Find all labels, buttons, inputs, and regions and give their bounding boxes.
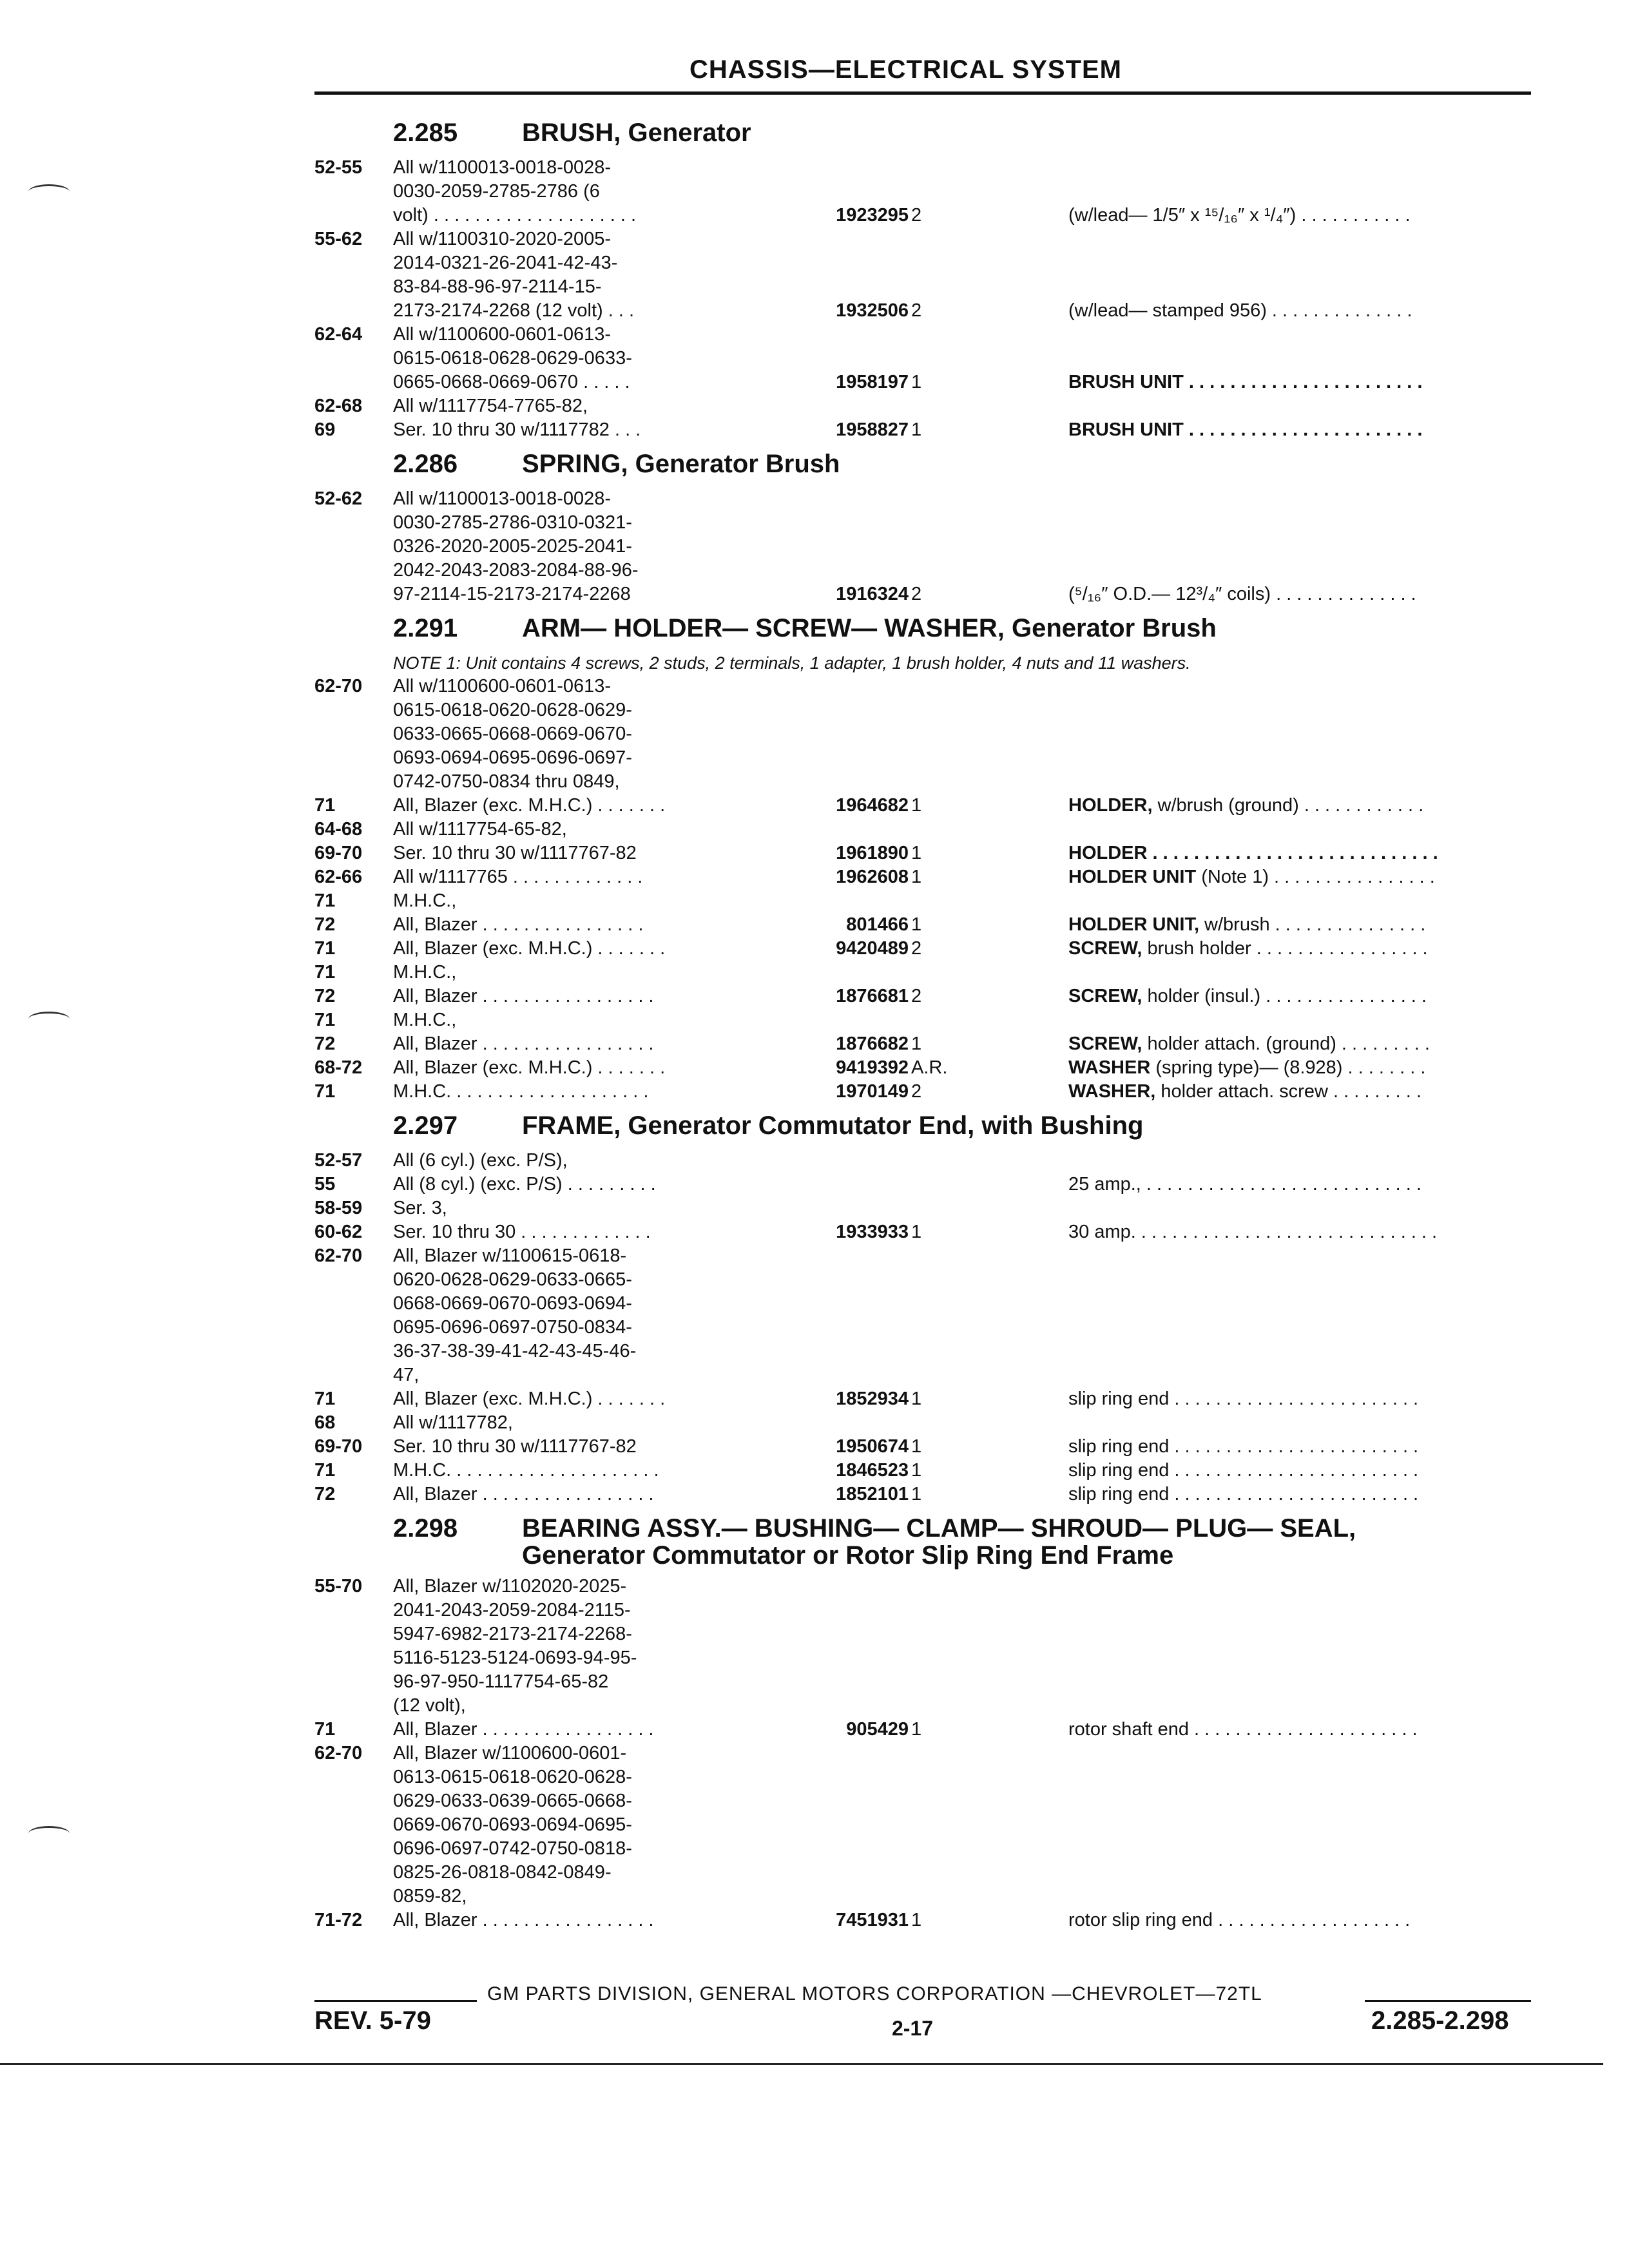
model-years: 62-66 <box>314 867 363 887</box>
section-number: 2.297 <box>393 1111 458 1140</box>
parts-row <box>314 1837 1531 1861</box>
description-keyword: WASHER <box>1068 1057 1151 1078</box>
footer-organization: GM PARTS DIVISION, GENERAL MOTORS CORPORATION —CHEVROLET—72TL <box>487 1983 1262 2004</box>
section-number: 2.286 <box>393 450 458 478</box>
application: Ser. 10 thru 30 w/1117767-82 <box>393 1436 637 1457</box>
application: All, Blazer (exc. M.H.C.) . . . . . . . <box>393 795 666 816</box>
parts-row <box>314 535 1531 559</box>
parts-row <box>314 794 1531 818</box>
parts-row <box>314 227 1531 251</box>
part-number: 905429 <box>846 1719 909 1740</box>
application: All, Blazer w/1100615-0618- <box>393 1245 627 1266</box>
application: 0629-0633-0639-0665-0668- <box>393 1791 632 1811</box>
section-number: 2.298 <box>393 1514 458 1542</box>
application: Ser. 10 thru 30 . . . . . . . . . . . . . <box>393 1222 651 1242</box>
description-keyword: HOLDER, <box>1068 795 1153 816</box>
parts-row <box>314 299 1531 323</box>
description: rotor shaft end . . . . . . . . . . . . . . . . . . . . . . <box>1068 1719 1418 1740</box>
parts-row <box>314 1196 1531 1220</box>
application: All, Blazer w/1100600-0601- <box>393 1743 627 1763</box>
model-years: 58-59 <box>314 1198 363 1218</box>
parts-row <box>314 1032 1531 1056</box>
parts-row <box>314 889 1531 913</box>
description: HOLDER . . . . . . . . . . . . . . . . . . . . . . . . . . . . <box>1068 843 1438 863</box>
parts-row <box>314 961 1531 985</box>
model-years: 62-70 <box>314 1743 363 1763</box>
application: 0693-0694-0695-0696-0697- <box>393 747 632 768</box>
header-rule <box>314 91 1531 95</box>
part-number: 1958827 <box>836 419 909 440</box>
parts-row <box>314 1789 1531 1813</box>
parts-row <box>314 1459 1531 1483</box>
quantity: 2 <box>911 300 922 321</box>
application: 83-84-88-96-97-2114-15- <box>393 276 602 297</box>
parts-row <box>314 1694 1531 1718</box>
quantity: 1 <box>911 914 922 935</box>
quantity: 1 <box>911 419 922 440</box>
application: 0825-26-0818-0842-0849- <box>393 1862 612 1883</box>
section-title: BEARING ASSY.— BUSHING— CLAMP— SHROUD— PLUG— SEAL, <box>522 1514 1356 1542</box>
model-years: 55 <box>314 1174 336 1195</box>
description-keyword: WASHER, <box>1068 1081 1156 1102</box>
application: All, Blazer (exc. M.H.C.) . . . . . . . <box>393 1389 666 1409</box>
application: 0615-0618-0620-0628-0629- <box>393 700 632 720</box>
quantity: 1 <box>911 1389 922 1409</box>
section-title: ARM— HOLDER— SCREW— WASHER, Generator Brush <box>522 614 1217 642</box>
model-years: 68-72 <box>314 1057 363 1078</box>
parts-row <box>314 937 1531 961</box>
model-years: 71 <box>314 1081 336 1102</box>
parts-row <box>314 770 1531 794</box>
model-years: 71 <box>314 1719 336 1740</box>
application: 0613-0615-0618-0620-0628- <box>393 1767 632 1787</box>
application: Ser. 10 thru 30 w/1117767-82 <box>393 843 637 863</box>
parts-row <box>314 1765 1531 1789</box>
application: 0326-2020-2005-2025-2041- <box>393 536 632 557</box>
part-number: 1876682 <box>836 1033 909 1054</box>
part-number: 9420489 <box>836 938 909 959</box>
application: volt) . . . . . . . . . . . . . . . . . . . . <box>393 205 637 226</box>
parts-row <box>314 722 1531 746</box>
application: 36-37-38-39-41-42-43-45-46- <box>393 1341 637 1361</box>
parts-row <box>314 698 1531 722</box>
model-years: 71 <box>314 1460 336 1481</box>
application: All w/1100013-0018-0028- <box>393 157 612 178</box>
quantity: 1 <box>911 1719 922 1740</box>
application: M.H.C., <box>393 890 457 911</box>
application: 5116-5123-5124-0693-94-95- <box>393 1648 637 1668</box>
description-keyword: HOLDER UNIT, <box>1068 914 1199 935</box>
application: All, Blazer . . . . . . . . . . . . . . . . . <box>393 1033 654 1054</box>
application: All w/1117782, <box>393 1412 513 1433</box>
quantity: 1 <box>911 867 922 887</box>
application: All (6 cyl.) (exc. P/S), <box>393 1150 568 1171</box>
description: (w/lead— stamped 956) . . . . . . . . . . . . . . <box>1068 300 1412 321</box>
parts-row <box>314 1861 1531 1885</box>
description: slip ring end . . . . . . . . . . . . . . . . . . . . . . . . <box>1068 1389 1419 1409</box>
part-number: 9419392 <box>836 1057 909 1078</box>
application: 0030-2785-2786-0310-0321- <box>393 512 632 533</box>
application: Ser. 10 thru 30 w/1117782 . . . <box>393 419 641 440</box>
parts-row <box>314 1292 1531 1316</box>
description: 30 amp. . . . . . . . . . . . . . . . . . . . . . . . . . . . . . <box>1068 1222 1438 1242</box>
part-number: 1961890 <box>836 843 909 863</box>
part-number: 1933933 <box>836 1222 909 1242</box>
description: SCREW, brush holder . . . . . . . . . . . . . . . . . <box>1068 938 1428 959</box>
part-number: 1923295 <box>836 205 909 226</box>
parts-row <box>314 394 1531 418</box>
part-number: 1964682 <box>836 795 909 816</box>
section-title: BRUSH, Generator <box>522 119 751 147</box>
application: 96-97-950-1117754-65-82 <box>393 1671 609 1692</box>
description: slip ring end . . . . . . . . . . . . . . . . . . . . . . . . <box>1068 1436 1419 1457</box>
model-years: 71 <box>314 1389 336 1409</box>
quantity: 1 <box>911 372 922 392</box>
application: All, Blazer . . . . . . . . . . . . . . . . <box>393 914 644 935</box>
parts-row <box>314 1149 1531 1173</box>
model-years: 68 <box>314 1412 336 1433</box>
parts-row <box>314 913 1531 937</box>
margin-mark <box>28 1826 70 1841</box>
quantity: 1 <box>911 795 922 816</box>
application: All, Blazer . . . . . . . . . . . . . . . . . <box>393 1484 654 1504</box>
application: All w/1100310-2020-2005- <box>393 229 612 249</box>
section-title: FRAME, Generator Commutator End, with Bushing <box>522 1111 1144 1140</box>
parts-row <box>314 675 1531 698</box>
model-years: 62-70 <box>314 1245 363 1266</box>
application: All w/1100013-0018-0028- <box>393 488 612 509</box>
application: All (8 cyl.) (exc. P/S) . . . . . . . . . <box>393 1174 656 1195</box>
model-years: 71 <box>314 962 336 983</box>
application: 0620-0628-0629-0633-0665- <box>393 1269 632 1290</box>
application: 2042-2043-2083-2084-88-96- <box>393 560 639 581</box>
parts-row <box>314 1575 1531 1599</box>
parts-row <box>314 1244 1531 1268</box>
parts-row <box>314 1316 1531 1340</box>
model-years: 55-62 <box>314 229 363 249</box>
part-number: 1876681 <box>836 986 909 1006</box>
section-header <box>314 610 1531 651</box>
description-keyword: SCREW, <box>1068 986 1142 1006</box>
parts-row <box>314 180 1531 204</box>
model-years: 72 <box>314 986 336 1006</box>
section-header <box>314 446 1531 487</box>
parts-row <box>314 841 1531 865</box>
parts-row <box>314 746 1531 770</box>
parts-row <box>314 1387 1531 1411</box>
margin-mark <box>28 1012 70 1026</box>
section-header <box>314 1108 1531 1149</box>
application: 97-2114-15-2173-2174-2268 <box>393 584 631 604</box>
parts-row <box>314 1885 1531 1908</box>
parts-list <box>314 111 1531 1932</box>
application: All w/1117765 . . . . . . . . . . . . . <box>393 867 643 887</box>
part-number: 7451931 <box>836 1910 909 1930</box>
application: All, Blazer (exc. M.H.C.) . . . . . . . <box>393 1057 666 1078</box>
application: 2041-2043-2059-2084-2115- <box>393 1600 631 1620</box>
part-number: 1932506 <box>836 300 909 321</box>
quantity: 1 <box>911 1222 922 1242</box>
description: 25 amp., . . . . . . . . . . . . . . . . . . . . . . . . . . . <box>1068 1174 1422 1195</box>
model-years: 71 <box>314 1010 336 1030</box>
description: BRUSH UNIT . . . . . . . . . . . . . . . . . . . . . . . <box>1068 372 1423 392</box>
parts-row <box>314 418 1531 442</box>
part-number: 1970149 <box>836 1081 909 1102</box>
parts-row <box>314 323 1531 347</box>
section-range: 2.285-2.298 <box>1371 2006 1509 2035</box>
parts-row <box>314 559 1531 582</box>
model-years: 62-68 <box>314 396 363 416</box>
parts-row <box>314 1435 1531 1459</box>
revision-label: REV. 5-79 <box>314 2006 431 2035</box>
application: (12 volt), <box>393 1695 466 1716</box>
model-years: 71 <box>314 890 336 911</box>
parts-row <box>314 1363 1531 1387</box>
model-years: 69-70 <box>314 843 363 863</box>
model-years: 52-62 <box>314 488 363 509</box>
application: All, Blazer . . . . . . . . . . . . . . . . . <box>393 1910 654 1930</box>
application: All, Blazer w/1102020-2025- <box>393 1576 627 1597</box>
margin-mark <box>28 184 70 199</box>
quantity: 1 <box>911 1436 922 1457</box>
parts-row <box>314 1599 1531 1622</box>
application: 0696-0697-0742-0750-0818- <box>393 1838 632 1859</box>
part-number: 1958197 <box>836 372 909 392</box>
application: M.H.C. . . . . . . . . . . . . . . . . . . . . <box>393 1460 659 1481</box>
parts-row <box>314 985 1531 1008</box>
parts-row <box>314 1742 1531 1765</box>
parts-row <box>314 370 1531 394</box>
page-number: 2-17 <box>892 2017 934 2040</box>
parts-row <box>314 487 1531 511</box>
application: 2014-0321-26-2041-42-43- <box>393 253 618 273</box>
quantity: 1 <box>911 1033 922 1054</box>
part-number: 1852934 <box>836 1389 909 1409</box>
parts-row <box>314 1411 1531 1435</box>
parts-row <box>314 1008 1531 1032</box>
part-number: 1916324 <box>836 584 909 604</box>
application: All w/1100600-0601-0613- <box>393 324 612 345</box>
application: All w/1117754-65-82, <box>393 819 567 840</box>
section-title: SPRING, Generator Brush <box>522 450 840 478</box>
parts-row <box>314 865 1531 889</box>
description-keyword: SCREW, <box>1068 1033 1142 1054</box>
model-years: 55-70 <box>314 1576 363 1597</box>
parts-row <box>314 251 1531 275</box>
description: HOLDER, w/brush (ground) . . . . . . . . . . . . <box>1068 795 1424 816</box>
application: 0633-0665-0668-0669-0670- <box>393 724 632 744</box>
parts-row <box>314 1080 1531 1104</box>
application: 5947-6982-2173-2174-2268- <box>393 1624 632 1644</box>
application: All, Blazer (exc. M.H.C.) . . . . . . . <box>393 938 666 959</box>
application: 0665-0668-0669-0670 . . . . . <box>393 372 630 392</box>
parts-row <box>314 156 1531 180</box>
quantity: 2 <box>911 584 922 604</box>
application: 0695-0696-0697-0750-0834- <box>393 1317 632 1338</box>
section-header <box>314 1510 1531 1575</box>
parts-row <box>314 1056 1531 1080</box>
parts-row <box>314 1813 1531 1837</box>
parts-row <box>314 204 1531 227</box>
quantity: 1 <box>911 1484 922 1504</box>
description: SCREW, holder (insul.) . . . . . . . . . . . . . . . . <box>1068 986 1427 1006</box>
model-years: 71 <box>314 938 336 959</box>
model-years: 72 <box>314 1033 336 1054</box>
application: 2173-2174-2268 (12 volt) . . . <box>393 300 635 321</box>
quantity: 1 <box>911 1910 922 1930</box>
part-number: 1962608 <box>836 867 909 887</box>
model-years: 69-70 <box>314 1436 363 1457</box>
description: (⁵/₁₆″ O.D.— 12³/₄″ coils) . . . . . . . . . . . . . . <box>1068 584 1416 604</box>
parts-row <box>314 511 1531 535</box>
parts-row <box>314 1220 1531 1244</box>
application: All, Blazer . . . . . . . . . . . . . . . . . <box>393 986 654 1006</box>
section-subtitle: Generator Commutator or Rotor Slip Ring End Frame <box>522 1541 1174 1570</box>
parts-row <box>314 1340 1531 1363</box>
application: M.H.C., <box>393 962 457 983</box>
quantity: 2 <box>911 1081 922 1102</box>
parts-row <box>314 1622 1531 1646</box>
section-number: 2.291 <box>393 614 458 642</box>
part-number: 1950674 <box>836 1436 909 1457</box>
description: (w/lead— 1/5″ x ¹⁵/₁₆″ x ¹/₄″) . . . . . . . . . . . <box>1068 205 1411 226</box>
description: slip ring end . . . . . . . . . . . . . . . . . . . . . . . . <box>1068 1460 1419 1481</box>
application: M.H.C., <box>393 1010 457 1030</box>
model-years: 72 <box>314 1484 336 1504</box>
application: All w/1100600-0601-0613- <box>393 676 612 697</box>
parts-row <box>314 582 1531 606</box>
model-years: 62-64 <box>314 324 363 345</box>
description-keyword: SCREW, <box>1068 938 1142 959</box>
footer-rule-right <box>1365 2000 1531 2002</box>
model-years: 52-57 <box>314 1150 363 1171</box>
quantity: 2 <box>911 986 922 1006</box>
parts-row <box>314 1268 1531 1292</box>
description: slip ring end . . . . . . . . . . . . . . . . . . . . . . . . <box>1068 1484 1419 1504</box>
model-years: 52-55 <box>314 157 363 178</box>
parts-row <box>314 1718 1531 1742</box>
quantity: 2 <box>911 938 922 959</box>
quantity: 1 <box>911 843 922 863</box>
model-years: 64-68 <box>314 819 363 840</box>
quantity: 2 <box>911 205 922 226</box>
section-note: NOTE 1: Unit contains 4 screws, 2 studs, 2 terminals, 1 adapter, 1 brush holder, 4 nuts and 11 washers. <box>393 653 1191 673</box>
parts-row <box>314 1646 1531 1670</box>
application: 0615-0618-0628-0629-0633- <box>393 348 632 369</box>
part-number: 801466 <box>846 914 909 935</box>
parts-row <box>314 818 1531 841</box>
model-years: 62-70 <box>314 676 363 697</box>
quantity: A.R. <box>911 1057 948 1078</box>
quantity: 1 <box>911 1460 922 1481</box>
description: HOLDER UNIT, w/brush . . . . . . . . . . . . . . . <box>1068 914 1426 935</box>
part-number: 1852101 <box>836 1484 909 1504</box>
application: All, Blazer . . . . . . . . . . . . . . . . . <box>393 1719 654 1740</box>
description: SCREW, holder attach. (ground) . . . . . . . . . <box>1068 1033 1430 1054</box>
parts-row <box>314 275 1531 299</box>
model-years: 71 <box>314 795 336 816</box>
description: BRUSH UNIT . . . . . . . . . . . . . . . . . . . . . . . <box>1068 419 1423 440</box>
description: HOLDER UNIT (Note 1) . . . . . . . . . . . . . . . . <box>1068 867 1435 887</box>
description: WASHER, holder attach. screw . . . . . . . . . <box>1068 1081 1422 1102</box>
application: M.H.C. . . . . . . . . . . . . . . . . . . . <box>393 1081 649 1102</box>
application: All w/1117754-7765-82, <box>393 396 588 416</box>
part-number: 1846523 <box>836 1460 909 1481</box>
model-years: 72 <box>314 914 336 935</box>
parts-row <box>314 1483 1531 1506</box>
application: 47, <box>393 1365 419 1385</box>
model-years: 69 <box>314 419 336 440</box>
bottom-rule <box>0 2063 1603 2065</box>
application: 0669-0670-0693-0694-0695- <box>393 1814 632 1835</box>
page-title: CHASSIS—ELECTRICAL SYSTEM <box>689 55 1122 84</box>
description: rotor slip ring end . . . . . . . . . . . . . . . . . . . <box>1068 1910 1411 1930</box>
model-years: 60-62 <box>314 1222 363 1242</box>
model-years: 71-72 <box>314 1910 363 1930</box>
application: 0859-82, <box>393 1886 467 1907</box>
application: 0030-2059-2785-2786 (6 <box>393 181 600 202</box>
parts-row <box>314 1908 1531 1932</box>
application: 0742-0750-0834 thru 0849, <box>393 771 620 792</box>
section-number: 2.285 <box>393 119 458 147</box>
parts-row <box>314 1173 1531 1196</box>
footer-rule-left <box>314 2000 477 2002</box>
application: Ser. 3, <box>393 1198 447 1218</box>
application: 0668-0669-0670-0693-0694- <box>393 1293 632 1314</box>
description: WASHER (spring type)— (8.928) . . . . . . . . <box>1068 1057 1426 1078</box>
section-header <box>314 115 1531 156</box>
description-keyword: HOLDER UNIT <box>1068 867 1197 887</box>
parts-row <box>314 347 1531 370</box>
parts-row <box>314 1670 1531 1694</box>
